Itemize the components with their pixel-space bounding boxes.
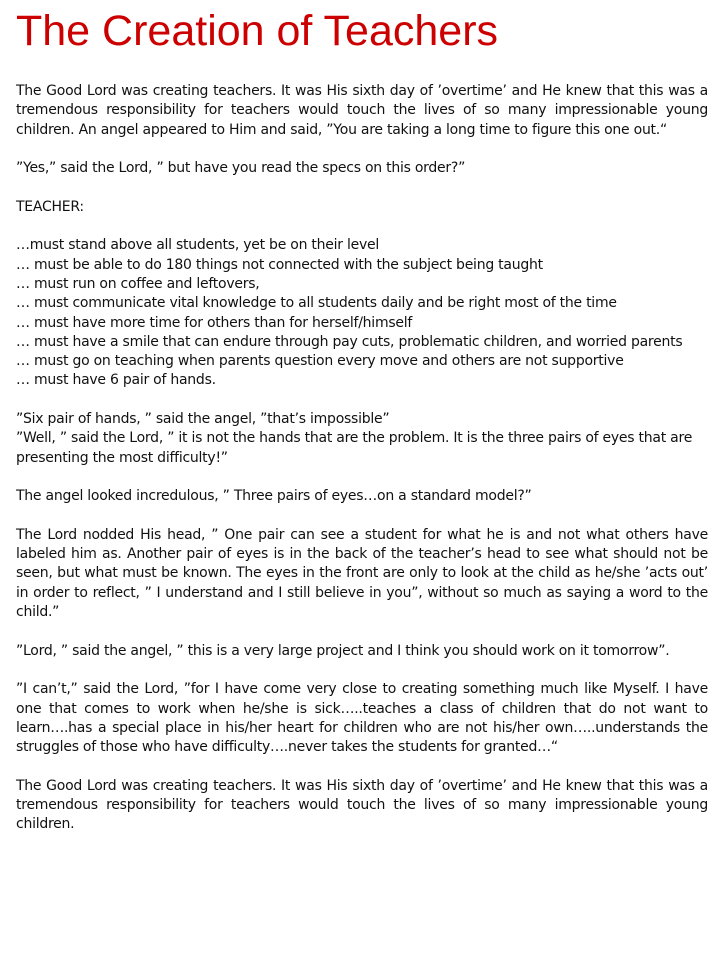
requirement-item: … must be able to do 180 things not connected with the subject being taught [16, 256, 543, 273]
requirement-item: … must have 6 pair of hands. [16, 372, 216, 389]
requirement-item: …must stand above all students, yet be on their level [16, 237, 380, 254]
requirement-item: … must have more time for others than for herself/himself [16, 314, 413, 331]
angel-tomorrow-paragraph: ”Lord, ” said the angel, ” this is a very large project and I think you should work on it tomorrow”. [16, 642, 670, 659]
angel-hands-line: ”Six pair of hands, ” said the angel, ”that’s impossible” [16, 411, 390, 428]
requirement-item: … must have a smile that can endure through pay cuts, problematic children, and worried parents [16, 333, 683, 350]
page-title: The Creation of Teachers [16, 7, 499, 55]
lord-cant-paragraph: ”I can’t,” said the Lord, ”for I have come very close to creating something much like Myself. I have one that comes to work when he/she is sick…..teaches a class of children that do not want to learn….has a special place in his/her heart for children who are not his/her own…..understands the struggles of those who have difficulty….never takes the students for granted…“ [16, 681, 708, 756]
hands-dialogue [16, 410, 708, 468]
intro-paragraph: The Good Lord was creating teachers. It was His sixth day of ’overtime’ and He knew that this was a tremendous responsibility for teachers would touch the lives of so many impressionable young children. An angel appeared to Him and said, ”You are taking a long time to figure this one out.“ [16, 83, 708, 138]
lord-eyes-line: ”Well, ” said the Lord, ” it is not the hands that are the problem. It is the three pairs of eyes that are presenting the most difficulty!” [16, 430, 693, 466]
angel-incredulous-paragraph: The angel looked incredulous, ” Three pairs of eyes…on a standard model?” [16, 488, 532, 505]
closing-paragraph: The Good Lord was creating teachers. It was His sixth day of ’overtime’ and He knew that this was a tremendous responsibility for teachers would touch the lives of so many impressionable young children. [16, 777, 708, 833]
requirements-list [16, 236, 708, 390]
requirement-item: … must run on coffee and leftovers, [16, 275, 260, 292]
requirement-item: … must go on teaching when parents question every move and others are not supportive [16, 353, 624, 370]
teacher-heading: TEACHER: [16, 198, 84, 215]
three-eyes-paragraph: The Lord nodded His head, ” One pair can see a student for what he is and not what others have labeled him as. Another pair of eyes is in the back of the teacher’s head to see what should not be seen, but what must be known. The eyes in the front are only to look at the child as he/she ’acts out’ in order to reflect, ” I understand and I still believe in you”, without so much as saying a word to the child.” [16, 526, 708, 621]
requirement-item: … must communicate vital knowledge to all students daily and be right most of the time [16, 295, 617, 312]
lord-reply-paragraph: ”Yes,” said the Lord, ” but have you read the specs on this order?” [16, 160, 466, 177]
document-body [16, 82, 708, 854]
